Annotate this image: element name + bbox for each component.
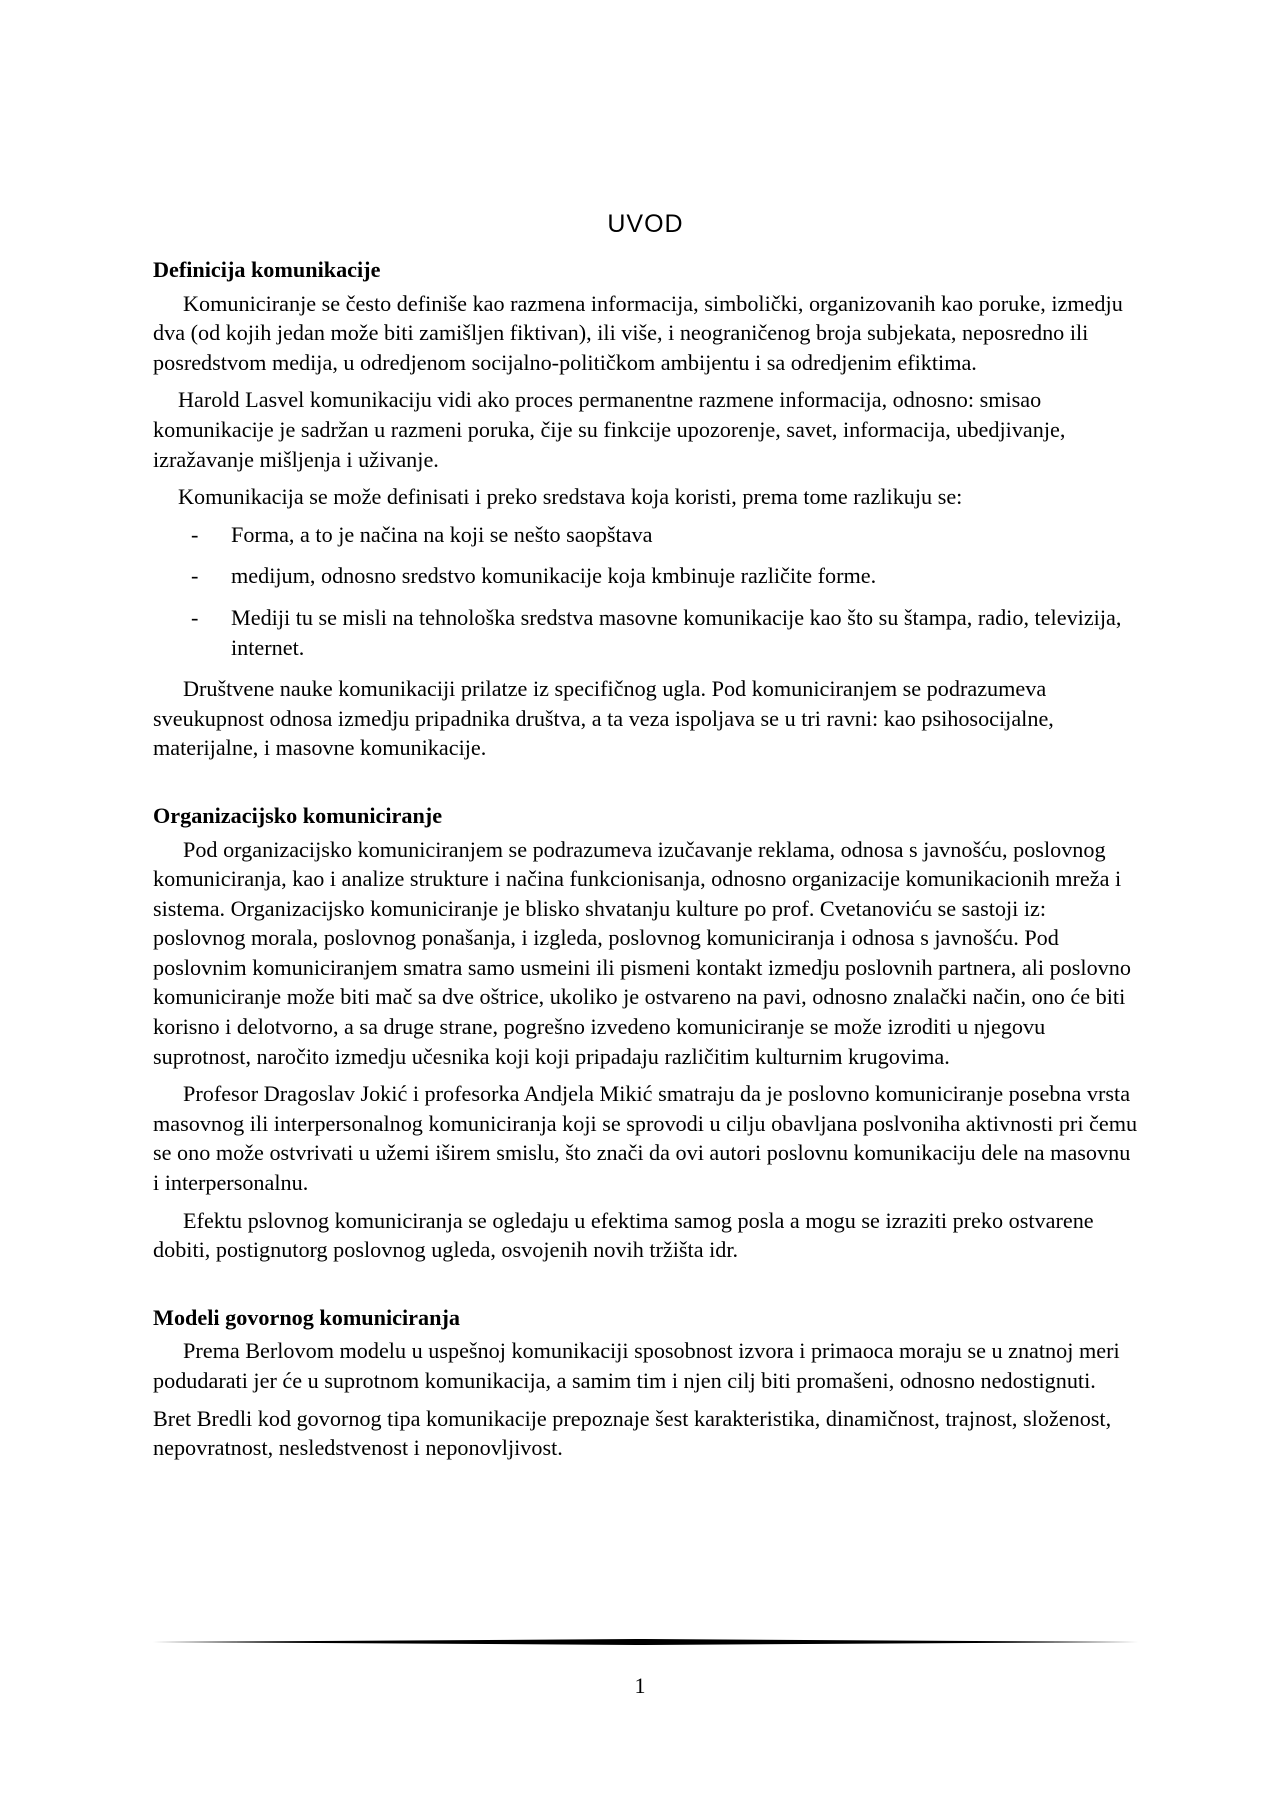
- dash-list: [153, 520, 1138, 662]
- list-item-text: Forma, a to je načina na koji se nešto saopštava: [231, 521, 653, 547]
- footer-rule: [153, 1639, 1138, 1645]
- list-dash: -: [191, 604, 199, 630]
- list-dash: -: [191, 563, 199, 589]
- paragraph: Bret Bredli kod govornog tipa komunikacije prepoznaje šest karakteristika, dinamičnost, trajnost, složenost, nepovratnost, nesledstvenost i neponovljivost.: [153, 1405, 1112, 1461]
- paragraph: Komuniciranje se često definiše kao razmena informacija, simbolički, organizovanih kao poruke, izmedju dva (od kojih jedan može biti zamišljen fiktivan), ili više, i neograničenog broja subjekata, neposredno ili posredstvom medija, u odredjenom socijalno-političkom ambijentu i sa odredjenim efiktima.: [153, 290, 1123, 375]
- section-definicija: [153, 255, 1138, 763]
- list-item: [153, 561, 1138, 591]
- paragraph: Efektu pslovnog komuniciranja se ogledaju u efektima samog posla a mogu se izraziti preko ostvarene dobiti, postignutorg poslovnog ugleda, osvojenih novih tržišta idr.: [153, 1207, 1094, 1263]
- section-spacer: [153, 771, 1138, 801]
- list-dash: -: [191, 521, 199, 547]
- paragraph: Prema Berlovom modelu u uspešnoj komunikaciji sposobnost izvora i primaoca moraju se u znatnoj meri podudarati jer će u suprotnom komunikacija, a samim tim i njen cilj biti promašeni, odnosno nedostignuti.: [153, 1338, 1120, 1393]
- paragraph: Pod organizacijsko komuniciranjem se podrazumeva izučavanje reklama, odnosa s javnošću, poslovnog komuniciranja, kao i analize strukture i načina funkcionisanja, odnosno organizacije komunikacionih mreža i sistema. Organizacijsko komuniciranje je blisko shvatanju kulture po prof. Cvetanoviću se sastoji iz: poslovnog morala, poslovnog ponašanja, i izgleda, poslovnog komuniciranja i odnosa s javnošću. Pod poslovnim komuniciranjem smatra samo usmeini ili pismeni kontakt izmedju poslovnih partnera, ali poslovno komuniciranje može biti mač sa dve oštrice, ukoliko je ostvareno na pavi, odnosno znalački način, ono će biti korisno i delotvorno, a sa druge strane, pogrešno izvedeno komuniciranje se može izroditi u njegovu suprotnost, naročito izmedju učesnika koji koji pripadaju različitim kulturnim krugovima.: [153, 836, 1131, 1069]
- section-heading: Modeli govornog komuniciranja: [153, 1304, 460, 1330]
- paragraph: Profesor Dragoslav Jokić i profesorka Andjela Mikić smatraju da je poslovno komuniciranje posebna vrsta masovnog ili interpersonalnog komuniciranja koji se sprovodi u cilju obavljana poslvoniha aktivnosti pri čemu se ono može ostvrivati u užemi iširem smislu, što znači da ovi autori poslovnu komunikaciju dele na masovnu i interpersonalnu.: [153, 1081, 1138, 1196]
- section-modeli: [153, 1303, 1138, 1463]
- page-number: 1: [634, 1673, 646, 1698]
- list-item-text: Mediji tu se misli na tehnološka sredstva masovne komunikacije kao što su štampa, radio, televizija, internet.: [231, 604, 1122, 660]
- list-item: [153, 520, 1138, 550]
- section-spacer: [153, 1273, 1138, 1303]
- list-item: [153, 603, 1138, 662]
- document-body: [153, 255, 1138, 1471]
- paragraph: Harold Lasvel komunikaciju vidi ako proces permanentne razmene informacija, odnosno: smisao komunikacije je sadržan u razmeni poruka, čije su finkcije upozorenje, savet, informacija, ubedjivanje, izražavanje mišljenja i uživanje.: [153, 387, 1066, 472]
- paragraph: Komunikacija se može definisati i preko sredstava koja koristi, prema tome razlikuju se:: [178, 484, 963, 510]
- section-organizacijsko: [153, 801, 1138, 1265]
- document-title: UVOD: [607, 210, 684, 238]
- paragraph: Društvene nauke komunikaciji prilatze iz specifičnog ugla. Pod komuniciranjem se podrazumeva sveukupnost odnosa izmedju pripadnika društva, a ta veza ispoljava se u tri ravni: kao psihosocijalne, materijalne, i masovne komunikacije.: [153, 676, 1054, 761]
- section-heading: Organizacijsko komuniciranje: [153, 802, 443, 828]
- footer-rule-shape: [153, 1639, 1138, 1645]
- list-item-text: medijum, odnosno sredstvo komunikacije koja kmbinuje različite forme.: [231, 563, 877, 589]
- section-heading: Definicija komunikacije: [153, 257, 381, 282]
